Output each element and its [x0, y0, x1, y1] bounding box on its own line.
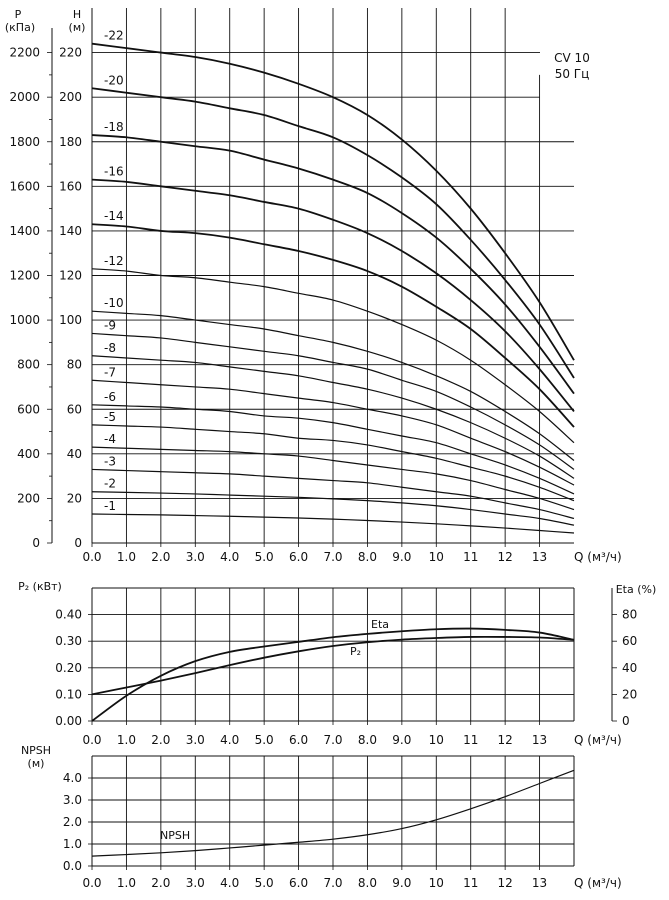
stage-label: -3 — [104, 454, 116, 469]
pressure-tick-label: 1400 — [9, 223, 40, 238]
x-tick-label: 10 — [428, 733, 444, 747]
x-tick-label: 3.0 — [185, 876, 205, 890]
stage-label: -18 — [104, 120, 124, 135]
head-tick-label: 0 — [74, 536, 82, 550]
x-tick-label: 11 — [463, 876, 479, 890]
eta-tick-label: 80 — [622, 607, 638, 622]
x-tick-label: 8.0 — [357, 876, 377, 890]
x-tick-label: 8.0 — [357, 733, 377, 747]
x-tick-label: 12 — [497, 733, 513, 747]
stage-label: -6 — [104, 389, 116, 404]
x-tick-label: 9.0 — [392, 550, 412, 564]
power-axis-title: P₂ (кВт) — [18, 580, 62, 593]
x-tick-label: 7.0 — [323, 733, 343, 747]
pressure-tick-label: 1800 — [9, 134, 40, 149]
model-label: CV 10 — [554, 51, 590, 65]
x-tick-label: 3.0 — [185, 550, 205, 564]
npsh-tick-label: 2.0 — [62, 815, 82, 829]
pressure-tick-label: 400 — [17, 446, 40, 461]
x-tick-label: 12 — [497, 550, 513, 564]
stage-label: -5 — [104, 409, 116, 424]
power-tick-label: 0.00 — [55, 714, 82, 728]
pressure-tick-label: 0 — [32, 536, 40, 550]
x-tick-label: 13 — [531, 733, 548, 747]
x-tick-label: 5.0 — [254, 876, 274, 890]
x-tick-label: 0.0 — [82, 876, 102, 890]
npsh-tick-label: 3.0 — [62, 793, 82, 807]
pressure-tick-label: 200 — [17, 491, 40, 506]
pressure-tick-label: 1600 — [9, 179, 40, 194]
x-tick-label: 7.0 — [323, 550, 343, 564]
x-tick-label: 9.0 — [392, 733, 412, 747]
stage-label: -9 — [104, 318, 116, 333]
x-tick-label: 4.0 — [220, 876, 240, 890]
npsh-tick-label: 4.0 — [62, 771, 82, 785]
x-tick-label: 9.0 — [392, 876, 412, 890]
eta-tick-label: 0 — [622, 714, 630, 728]
eta-tick-label: 60 — [622, 634, 638, 649]
npsh-axis-title: NPSH — [20, 744, 52, 757]
power-tick-label: 0.30 — [55, 634, 82, 649]
x-axis-label: Q (м³/ч) — [574, 733, 622, 747]
pressure-tick-label: 800 — [17, 357, 40, 372]
npsh-series-label: NPSH — [160, 829, 191, 842]
power-tick-label: 0.40 — [55, 607, 82, 622]
stage-label: -22 — [104, 28, 124, 43]
x-tick-label: 1.0 — [116, 550, 136, 564]
x-tick-label: 6.0 — [289, 733, 309, 747]
power-tick-label: 0.10 — [55, 687, 82, 702]
x-tick-label: 13 — [531, 876, 548, 890]
head-tick-label: 200 — [59, 90, 82, 105]
head-tick-label: 180 — [59, 134, 82, 149]
x-tick-label: 5.0 — [254, 733, 274, 747]
power-tick-label: 0.20 — [55, 660, 82, 675]
x-tick-label: 10 — [428, 876, 444, 890]
x-tick-label: 5.0 — [254, 550, 274, 564]
stage-label: -4 — [104, 432, 116, 447]
head-tick-label: 140 — [59, 223, 82, 238]
x-tick-label: 11 — [463, 733, 479, 747]
head-axis-title: H — [72, 8, 82, 21]
npsh-tick-label: 1.0 — [62, 837, 82, 851]
head-axis-unit: (м) — [68, 21, 86, 34]
head-tick-label: 160 — [59, 179, 82, 194]
stage-label: -8 — [104, 340, 116, 355]
pressure-tick-label: 2200 — [9, 45, 40, 60]
stage-label: -14 — [104, 209, 124, 224]
pressure-tick-label: 2000 — [9, 90, 40, 105]
head-tick-label: 20 — [66, 491, 82, 506]
pressure-tick-label: 600 — [17, 402, 40, 417]
npsh-tick-label: 0.0 — [62, 859, 82, 873]
x-axis-label: Q (м³/ч) — [574, 550, 622, 564]
npsh-axis-unit: (м) — [27, 757, 45, 770]
x-tick-label: 1.0 — [116, 733, 136, 747]
x-tick-label: 8.0 — [357, 550, 377, 564]
p2-series-label: P₂ — [350, 645, 362, 658]
pressure-axis-unit: (кПа) — [4, 21, 36, 34]
head-tick-label: 220 — [59, 45, 82, 60]
stage-label: -20 — [104, 73, 124, 88]
stage-label: -7 — [104, 365, 116, 380]
head-tick-label: 100 — [59, 313, 82, 328]
frequency-label: 50 Гц — [554, 67, 590, 81]
pressure-axis-title: P — [14, 8, 22, 21]
x-tick-label: 0.0 — [82, 733, 102, 747]
x-tick-label: 1.0 — [116, 876, 136, 890]
pressure-tick-label: 1200 — [9, 268, 40, 283]
stage-label: -10 — [104, 296, 124, 311]
eta-series-label: Eta — [371, 618, 390, 631]
head-tick-label: 40 — [66, 446, 82, 461]
npsh-panel — [21, 744, 622, 890]
head-panel — [5, 8, 622, 564]
x-tick-label: 10 — [428, 550, 444, 564]
stage-label: -12 — [104, 253, 124, 268]
head-tick-label: 120 — [59, 268, 82, 283]
x-tick-label: 6.0 — [289, 876, 309, 890]
x-tick-label: 6.0 — [289, 550, 309, 564]
head-tick-label: 60 — [66, 402, 82, 417]
stage-label: -2 — [104, 476, 116, 491]
x-tick-label: 2.0 — [151, 733, 171, 747]
x-tick-label: 2.0 — [151, 876, 171, 890]
eta-axis-title: Eta (%) — [615, 583, 657, 596]
x-tick-label: 11 — [463, 550, 479, 564]
x-tick-label: 13 — [531, 550, 548, 564]
head-tick-label: 80 — [66, 357, 82, 372]
power-efficiency-panel — [18, 580, 656, 747]
x-axis-label: Q (м³/ч) — [574, 876, 622, 890]
x-tick-label: 2.0 — [151, 550, 171, 564]
x-tick-label: 4.0 — [220, 550, 240, 564]
x-tick-label: 4.0 — [220, 733, 240, 747]
pressure-tick-label: 1000 — [9, 313, 40, 328]
x-tick-label: 3.0 — [185, 733, 205, 747]
stage-label: -1 — [104, 499, 116, 514]
eta-tick-label: 40 — [622, 660, 638, 675]
x-tick-label: 12 — [497, 876, 513, 890]
x-tick-label: 7.0 — [323, 876, 343, 890]
eta-tick-label: 20 — [622, 687, 638, 702]
stage-label: -16 — [104, 164, 124, 179]
x-tick-label: 0.0 — [82, 550, 102, 564]
